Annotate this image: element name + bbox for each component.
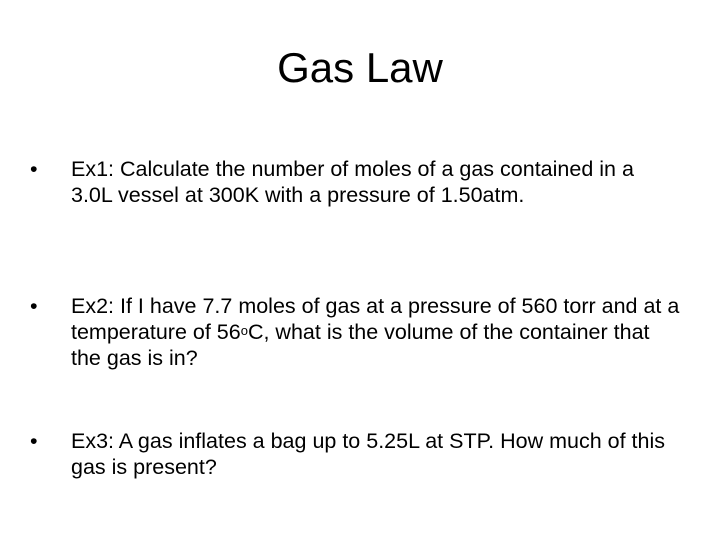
bullet-ex2 <box>30 293 680 371</box>
bullet-text-ex3: Ex3: A gas inflates a bag up to 5.25L at STP. How much of this gas is present? <box>71 429 666 479</box>
bullet-text-ex2-part2: C, what is the volume of the container that the gas is in? <box>71 320 650 370</box>
bullet-text-ex1: Ex1: Calculate the number of moles of a gas contained in a 3.0L vessel at 300K with a pressure of 1.50atm. <box>71 157 634 207</box>
bullet-text-ex2-part1: Ex2: If I have 7.7 moles of gas at a pressure of 560 torr and at a temperature of 56 <box>71 294 680 344</box>
bullet-dot: • <box>30 294 38 318</box>
bullet-dot: • <box>30 157 38 181</box>
bullet-dot: • <box>30 429 38 453</box>
degree-superscript: o <box>240 323 248 338</box>
slide-title: Gas Law <box>277 44 443 91</box>
bullet-ex1 <box>30 156 680 208</box>
bullet-text-ex2 <box>71 293 680 371</box>
bullet-ex3 <box>30 428 680 480</box>
